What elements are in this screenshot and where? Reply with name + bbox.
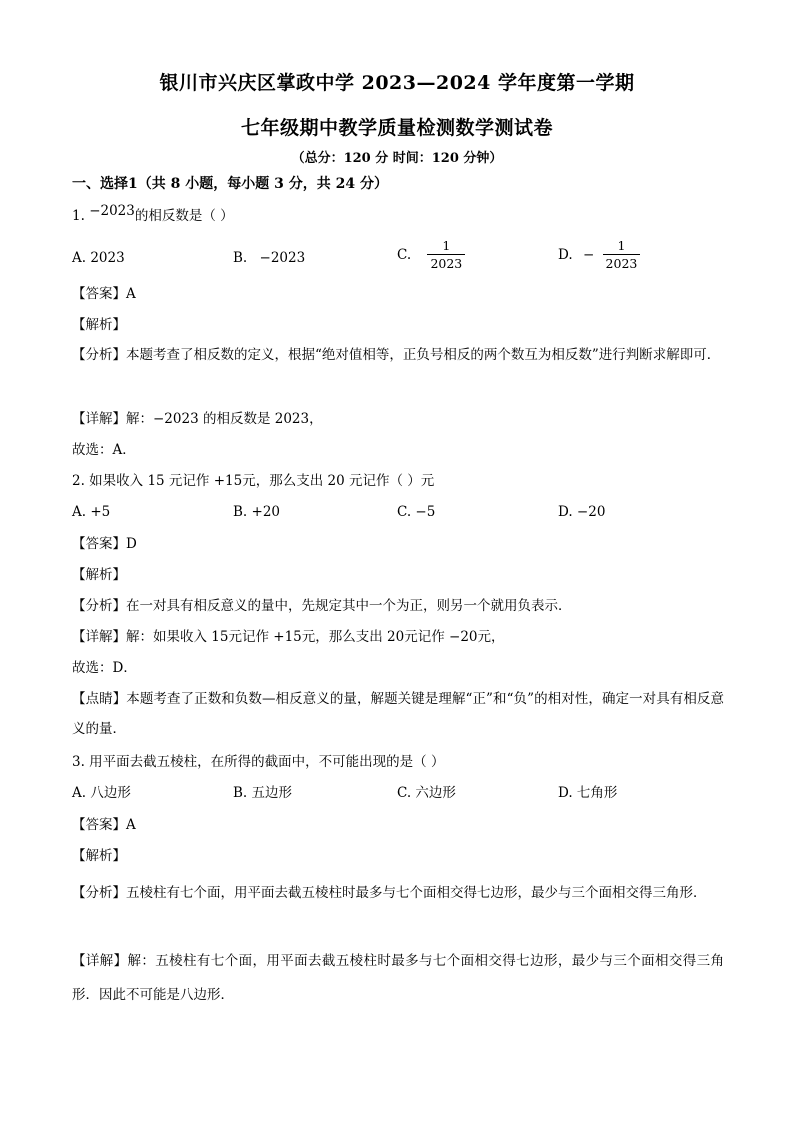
q1-detail	[72, 410, 323, 428]
q1-answer-tag: 【答案】	[72, 286, 126, 302]
q1-answer-value: A	[126, 286, 136, 302]
q1-analysis-text: 本题考查了相反数的定义，根据“绝对值相等，正负号相反的两个数互为相反数”进行判断求解即可．	[126, 347, 721, 363]
q2-detail-tag: 【详解】	[72, 629, 126, 645]
q2-option-b: B. +20	[233, 504, 280, 520]
q2-comment-text: 本题考查了正数和负数—相反意义的量，解题关键是理解“正”和“负”的相对性，确定一对具有相反意义的量．	[72, 691, 725, 737]
q1-answer	[72, 285, 136, 303]
q1-analysis	[72, 340, 724, 370]
q2-answer	[72, 535, 137, 553]
q1-option-d-numerator: 1	[617, 238, 626, 253]
exam-title-line1: 银川市兴庆区掌政中学 2023—2024 学年度第一学期	[159, 72, 635, 94]
q3-analysis-tag: 【分析】	[72, 885, 126, 901]
q1-option-b-label: B.	[233, 250, 248, 266]
q2-stem: 2. 如果收入 15 元记作 +15元，那么支出 20 元记作（ ）元	[72, 473, 435, 489]
q2-answer-value: D	[126, 536, 137, 552]
q1-option-d-sign: −	[582, 247, 595, 263]
q2-answer-tag: 【答案】	[72, 536, 126, 552]
q1-option-d-denominator: 2023	[603, 254, 641, 272]
q1-option-c	[397, 238, 465, 272]
q2-analysis	[72, 597, 572, 615]
q2-detail-text: 解：如果收入 15元记作 +15元，那么支出 20元记作 −20元，	[126, 629, 505, 645]
q2-analysis-tag: 【分析】	[72, 598, 126, 614]
q1-number: 1.	[72, 208, 85, 224]
q1-option-c-label: C.	[397, 247, 412, 263]
q2-jiexi: 【解析】	[72, 567, 126, 583]
q3-jiexi: 【解析】	[72, 848, 126, 864]
q1-option-d-fraction	[603, 238, 641, 272]
q1-stem	[72, 203, 234, 225]
section-heading: 一、选择1（共 8 小题，每小题 3 分，共 24 分）	[72, 176, 388, 192]
q1-jiexi: 【解析】	[72, 317, 126, 333]
q3-answer-tag: 【答案】	[72, 817, 126, 833]
q2-comment	[72, 684, 724, 744]
q3-analysis-text: 五棱柱有七个面，用平面去截五棱柱时最多与七个面相交得七边形，最少与三个面相交得三角形．	[126, 885, 707, 901]
q3-answer-value: A	[126, 817, 136, 833]
q1-option-c-fraction	[427, 238, 465, 272]
q2-choose: 故选：D．	[72, 660, 137, 676]
q1-option-c-numerator: 1	[442, 238, 451, 253]
q3-option-b: B. 五边形	[233, 785, 293, 801]
q3-option-d: D. 七角形	[558, 785, 618, 801]
q3-answer	[72, 816, 136, 834]
q1-stem-rest: 的相反数是（ ）	[134, 208, 234, 224]
q1-option-b-value: −2023	[259, 250, 306, 266]
q1-math: −2023	[89, 203, 135, 219]
q3-detail-text: 解：五棱柱有七个面，用平面去截五棱柱时最多与七个面相交得七边形，最少与三个面相交得三角形．因此不可能是八边形．	[72, 953, 725, 1003]
q3-detail-tag: 【详解】	[72, 953, 128, 969]
q2-analysis-text: 在一对具有相反意义的量中，先规定其中一个为正，则另一个就用负表示．	[126, 598, 572, 614]
q3-detail	[72, 944, 724, 1012]
exam-info: （总分：120 分 时间：120 分钟）	[291, 151, 503, 166]
q3-analysis	[72, 876, 724, 910]
q1-detail-tag: 【详解】	[72, 411, 126, 427]
q1-detail-text: 解：−2023 的相反数是 2023，	[126, 411, 323, 427]
q1-choose: 故选：A．	[72, 442, 136, 458]
q2-option-c: C. −5	[397, 504, 436, 520]
q2-option-a: A. +5	[72, 504, 111, 520]
q3-option-a: A. 八边形	[72, 785, 131, 801]
q1-option-a: A. 2023	[72, 250, 125, 266]
q3-option-c: C. 六边形	[397, 785, 456, 801]
q2-option-d: D. −20	[558, 504, 606, 520]
q2-detail	[72, 628, 505, 646]
q1-option-d-label: D.	[558, 247, 573, 263]
q1-analysis-tag: 【分析】	[72, 347, 126, 363]
exam-title-line2: 七年级期中教学质量检测数学测试卷	[240, 117, 553, 139]
q2-comment-tag: 【点睛】	[72, 691, 127, 707]
q1-option-d	[558, 238, 640, 272]
q1-option-c-denominator: 2023	[427, 254, 465, 272]
q3-stem: 3. 用平面去截五棱柱，在所得的截面中，不可能出现的是（ ）	[72, 754, 445, 770]
q1-option-b	[233, 249, 305, 267]
